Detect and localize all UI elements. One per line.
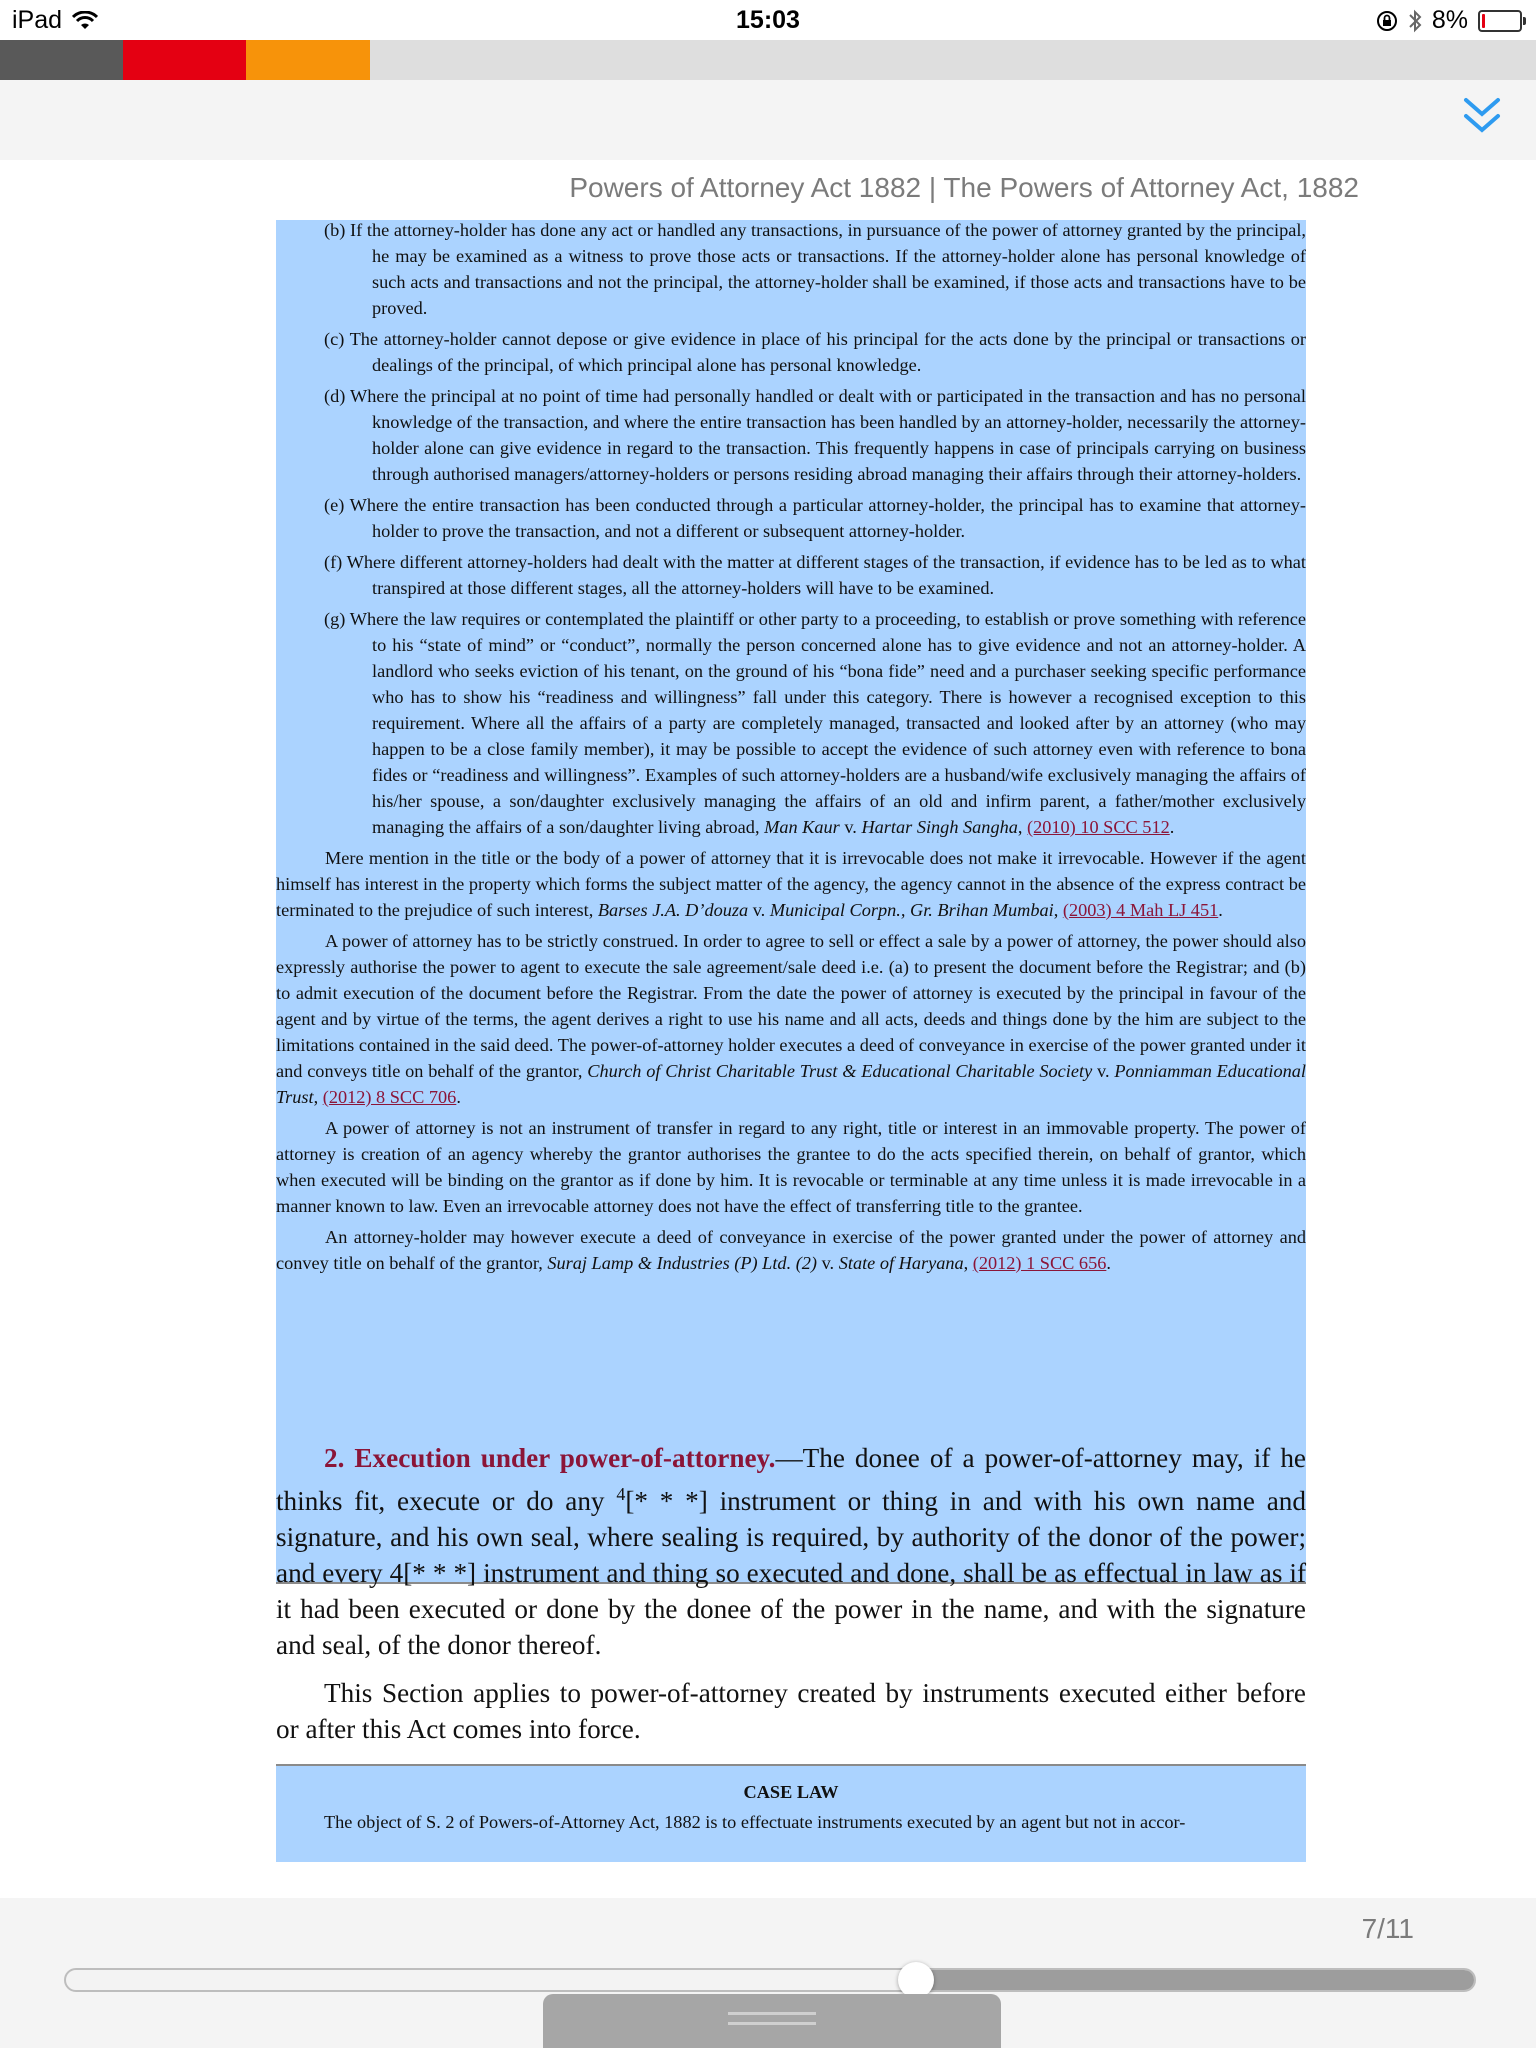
sub-item-label: (d) bbox=[324, 386, 346, 406]
paragraph-text: A power of attorney is not an instrument of transfer in regard to any right, title or interest in an immovable property. The power of attorney is creation of an agency whereby the grantor authorises the grantee to do the acts specified therein, on behalf of grantor, which when executed will be binding on the grantor as if done by him. It is revocable or terminable at any time unless it is made irrevocable in a manner known to law. Even an irrevocable attorney does not have the effect of transferring title to the grantee. bbox=[276, 1118, 1306, 1216]
reader-bottom-bar bbox=[0, 1898, 1536, 2048]
case-versus: v. bbox=[844, 817, 857, 837]
handle-grip-line bbox=[728, 2022, 816, 2025]
paragraph-text: A power of attorney has to be strictly construed. In order to agree to sell or effect a sale by a power of attorney, the power should also expressly authorise the power to agent to execute the sale agreement/sale deed i.e. (a) to present the document before the Registrar; and (b) to admit execution of the document before the Registrar. From the date the power of attorney is executed by the principal in favour of the agent and by virtue of the terms, the agent derives a right to use his name and all acts, deeds and things done by the him are subject to the limitations contained in the said deed. The power-of-attorney holder executes a deed of conveyance in exercise of the power granted under it and conveys title on behalf of the grantor, bbox=[276, 931, 1306, 1081]
case-name-2: Municipal Corpn., Gr. Brihan Mumbai bbox=[769, 900, 1054, 920]
sub-item-text: If the attorney-holder has done any act or handled any transactions, in pursuance of the power of attorney granted by the principal, he may be examined as a witness to prove those acts or transactions. If the attorney-holder alone has personal knowledge of such acts and transactions and not the principal, the attorney-holder shall be examined, if those acts and transactions have to be proved. bbox=[350, 220, 1307, 318]
case-name: Suraj Lamp & Industries (P) Ltd. (2) bbox=[547, 1253, 818, 1273]
case-name: Barses J.A. D’douza bbox=[597, 900, 749, 920]
sub-item-text: Where the law requires or contemplated the plaintiff or other party to a proceeding, to establish or prove something with reference to his “state of mind” or “conduct”, normally the person concerned alone has to give evidence and not an attorney-holder. A landlord who seeks eviction of his tenant, on the ground of his “bona fide” need and a purchaser seeking specific performance who has to show his “readiness and willingness” fall under this category. There is however a recognised exception to this requirement. Where all the affairs of a party are completely managed, transacted and looked after by an attorney (who may happen to be a close family member), it may be possible to accept the evidence of such attorney even with reference to bona fides or “readiness and willingness”. Examples of such attorney-holders are a husband/wife exclusively managing the affairs of his/her spouse, a son/daughter exclusively managing the affairs of an old and infirm parent, a father/mother exclusively managing the affairs of a son/daughter living abroad, bbox=[349, 609, 1306, 837]
sub-item bbox=[324, 217, 1307, 321]
commentary-paragraph: An attorney-holder may however execute a deed of conveyance in exercise of the power granted under the power of attorney and convey title on behalf of the grantor, Suraj Lamp & Industries (P) Ltd. (2) v. State of Haryana, (2012) 1 SCC 656. bbox=[276, 1227, 1306, 1273]
case-law-heading: CASE LAW bbox=[743, 1782, 839, 1802]
page-slider-track[interactable] bbox=[64, 1968, 1476, 1992]
battery-level bbox=[1482, 14, 1485, 28]
case-law-block bbox=[276, 1764, 1306, 1862]
case-versus: v. bbox=[752, 900, 766, 920]
section-2-para-1 bbox=[276, 1440, 1306, 1663]
section-body-a: —The donee of a power-of-attorney may, if he thinks fit, execute or do any bbox=[276, 1443, 1307, 1517]
paragraph-text: An attorney-holder may however execute a deed of conveyance in exercise of the power granted under the power of attorney and convey title on behalf of the grantor, bbox=[276, 1227, 1306, 1273]
citation-link[interactable]: (2010) 10 SCC 512 bbox=[1027, 817, 1170, 837]
status-bar bbox=[0, 0, 1536, 40]
sub-item-label: (b) bbox=[324, 220, 346, 240]
status-time: 15:03 bbox=[736, 6, 800, 34]
color-strip-segment bbox=[123, 40, 247, 80]
sub-item-label: (g) bbox=[324, 609, 346, 629]
color-strip bbox=[0, 40, 1536, 80]
case-versus: v. bbox=[1097, 1061, 1110, 1081]
sub-item-list bbox=[276, 217, 1306, 840]
case-name-2: State of Haryana bbox=[838, 1253, 964, 1273]
case-name-2: Ponniamman Educational Trust bbox=[276, 1061, 1306, 1107]
rotation-lock-icon bbox=[1376, 10, 1398, 32]
device-name: iPad bbox=[12, 6, 63, 34]
document-page bbox=[0, 160, 1536, 1898]
citation-link[interactable]: (2012) 1 SCC 656 bbox=[972, 1253, 1107, 1273]
sub-item bbox=[324, 492, 1306, 544]
page-slider-thumb[interactable] bbox=[898, 1962, 934, 1998]
sub-item-text: The attorney-holder cannot depose or give evidence in place of his principal for the acts done by the principal or transactions or dealings of the principal, of which principal alone has personal knowledge. bbox=[349, 329, 1306, 375]
paragraph-text: Mere mention in the title or the body of a power of attorney that it is irrevocable does not make it irrevocable. However if the agent himself has interest in the property which forms the subject matter of the agency, the agency cannot in the absence of the express contract be terminated to the prejudice of such interest, bbox=[276, 848, 1306, 920]
color-strip-segment bbox=[0, 40, 124, 80]
battery-percent: 8% bbox=[1431, 6, 1468, 34]
case-name: Church of Christ Charitable Trust & Educational Charitable Society bbox=[587, 1061, 1093, 1081]
sub-item: (g) Where the law requires or contemplated the plaintiff or other party to a proceeding, to establish or prove something with reference to his “state of mind” or “conduct”, normally the person concerned alone has to give evidence and not an attorney-holder. A landlord who seeks eviction of his tenant, on the ground of his “bona fide” need and a purchaser seeking specific performance who has to show his “readiness and willingness” fall under this category. There is however a recognised exception to this requirement. Where all the affairs of a party are completely managed, transacted and looked after by an attorney (who may happen to be a close family member), it may be possible to accept the evidence of such attorney even with reference to bona fides or “readiness and willingness”. Examples of such attorney-holders are a husband/wife exclusively managing the affairs of his/her spouse, a son/daughter exclusively managing the affairs of an old and infirm parent, a father/mother exclusively managing the affairs of a son/daughter living abroad, Man Kaur v. Hartar Singh Sangha, (2010) 10 SCC 512. bbox=[324, 609, 1306, 837]
commentary-text bbox=[276, 217, 1306, 1281]
paragraph-list bbox=[276, 845, 1306, 1276]
bluetooth-icon bbox=[1408, 9, 1422, 33]
sub-item-label: (f) bbox=[324, 552, 343, 572]
case-versus: v. bbox=[821, 1253, 835, 1273]
sub-item-label: (c) bbox=[324, 329, 345, 349]
citation-link[interactable]: (2003) 4 Mah LJ 451 bbox=[1062, 900, 1219, 920]
drawer-handle[interactable] bbox=[543, 1994, 1001, 2048]
sub-item bbox=[324, 383, 1306, 487]
section-title: 2. Execution under power-of-attorney. bbox=[324, 1443, 776, 1473]
double-chevron-down-icon[interactable] bbox=[1458, 90, 1506, 142]
section-body-b: [* * *] instrument or thing in and with his own name and signature, and his own seal, where sealing is required, by authority of the donor of the power; and every 4[* * *] instrument and thing so executed and done, shall be as effectual in law as if it had been executed or done by the donee of the power in the name, and with the signature and seal, of the donor thereof. bbox=[276, 1486, 1306, 1661]
sub-item-label: (e) bbox=[324, 495, 345, 515]
commentary-paragraph: Mere mention in the title or the body of a power of attorney that it is irrevocable does not make it irrevocable. However if the agent himself has interest in the property which forms the subject matter of the agency, the agency cannot in the absence of the express contract be terminated to the prejudice of such interest, Barses J.A. D’douza v. Municipal Corpn., Gr. Brihan Mumbai, (2003) 4 Mah LJ 451. bbox=[276, 848, 1306, 920]
case-law-text: The object of S. 2 of Powers-of-Attorney Act, 1882 is to effectuate instruments executed by an agent but not in accor- bbox=[324, 1812, 1186, 1832]
sub-item bbox=[324, 326, 1306, 378]
sub-item-text: Where the principal at no point of time had personally handled or dealt with or participated in the transaction and has no personal knowledge of the transaction, and where the entire transaction has been handled by an attorney-holder, necessarily the attorney-holder alone can give evidence in regard to the transaction. This frequently happens in case of principals carrying on business through authorised managers/attorney-holders or persons residing abroad managing their affairs through their attorney-holders. bbox=[350, 386, 1306, 484]
running-head: Powers of Attorney Act 1882 | The Powers of Attorney Act, 1882 bbox=[569, 172, 1359, 203]
section-2 bbox=[276, 1440, 1306, 1759]
section-2-para-2: This Section applies to power-of-attorney created by instruments executed either before or after this Act comes into force. bbox=[276, 1678, 1306, 1745]
reader-toolbar bbox=[0, 80, 1536, 160]
sub-item-text: Where the entire transaction has been conducted through a particular attorney-holder, the principal has to examine that attorney-holder to prove the transaction, and not a different or subsequent attorney-holder. bbox=[349, 495, 1306, 541]
citation-link[interactable]: (2012) 8 SCC 706 bbox=[322, 1087, 457, 1107]
sub-item-text: Where different attorney-holders had dealt with the matter at different stages of the transaction, if evidence has to be led as to what transpired at those different stages, all the attorney-holders will have to be examined. bbox=[346, 552, 1306, 598]
handle-grip-line bbox=[728, 2012, 816, 2015]
footnote-marker[interactable]: 4 bbox=[616, 1484, 626, 1504]
case-name: Man Kaur bbox=[764, 817, 840, 837]
battery-icon bbox=[1478, 10, 1522, 32]
case-name-2: Hartar Singh Sangha bbox=[861, 817, 1018, 837]
color-strip-segment bbox=[246, 40, 370, 80]
commentary-paragraph bbox=[276, 1115, 1306, 1219]
commentary-paragraph: A power of attorney has to be strictly construed. In order to agree to sell or effect a sale by a power of attorney, the power should also expressly authorise the power to agent to execute the sale agreement/sale deed i.e. (a) to present the document before the Registrar; and (b) to admit execution of the document before the Registrar. From the date the power of attorney is executed by the principal in favour of the agent and by virtue of the terms, the agent derives a right to use his name and all acts, deeds and things done by the him are subject to the limitations contained in the said deed. The power-of-attorney holder executes a deed of conveyance in exercise of the power granted under it and conveys title on behalf of the grantor, Church of Christ Charitable Trust & Educational Charitable Society v. Ponniamman Educational Trust, (2012) 8 SCC 706. bbox=[276, 931, 1306, 1107]
page-slider-remaining bbox=[918, 1970, 1474, 1990]
sub-item bbox=[324, 549, 1306, 601]
page-counter: 7/11 bbox=[1361, 1913, 1414, 1944]
